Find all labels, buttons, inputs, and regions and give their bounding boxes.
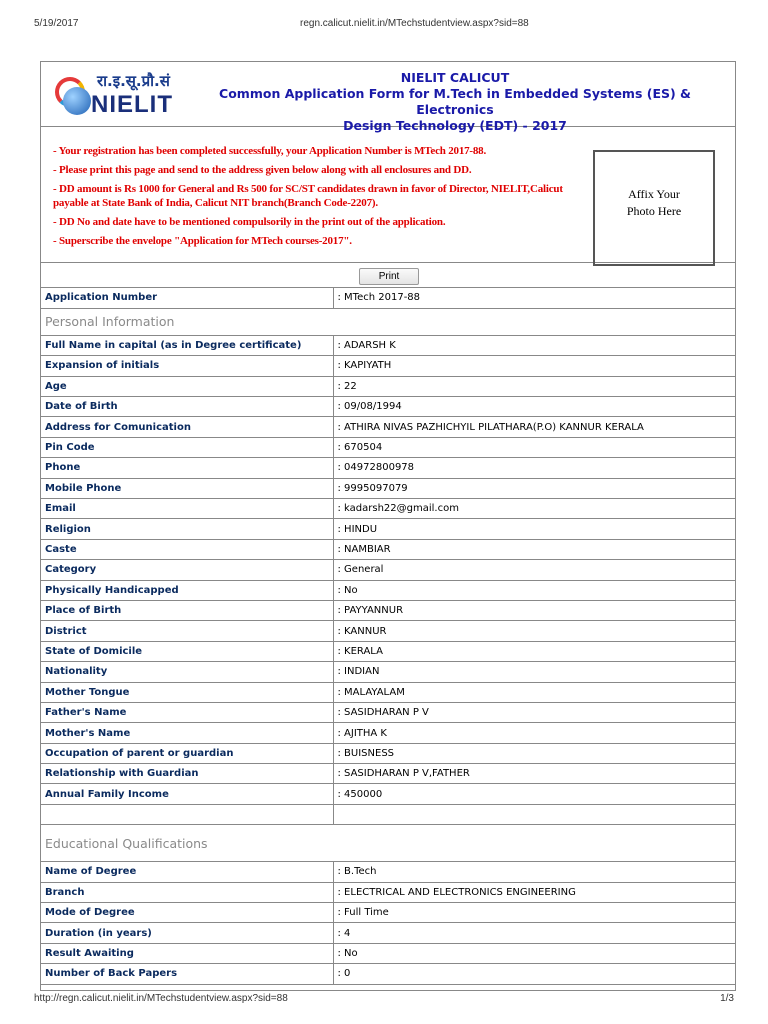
table-row: [41, 682, 736, 702]
table-row: [41, 519, 736, 539]
field-label: Nationality: [41, 662, 333, 682]
field-value: : NAMBIAR: [333, 539, 736, 559]
field-label: Father's Name: [41, 702, 333, 722]
section-personal-heading: Personal Information: [41, 308, 736, 335]
photo-placeholder: [593, 150, 715, 266]
section-row: [41, 825, 736, 862]
field-value: : INDIAN: [333, 662, 736, 682]
print-date: 5/19/2017: [34, 18, 79, 29]
field-label: Result Awaiting: [41, 943, 333, 963]
field-label: Annual Family Income: [41, 784, 333, 804]
instructions-panel: [41, 127, 735, 282]
field-value: : 04972800978: [333, 458, 736, 478]
field-label: Duration (in years): [41, 923, 333, 943]
field-label: Expansion of initials: [41, 356, 333, 376]
table-row: [41, 964, 736, 984]
field-value: : No: [333, 943, 736, 963]
field-value: : General: [333, 560, 736, 580]
field-label: Branch: [41, 882, 333, 902]
print-url: regn.calicut.nielit.in/MTechstudentview.aspx?sid=88: [300, 18, 529, 29]
blank-cell: [333, 804, 736, 824]
field-label: Occupation of parent or guardian: [41, 743, 333, 763]
table-row: [41, 903, 736, 923]
table-row: [41, 743, 736, 763]
field-label: Relationship with Guardian: [41, 764, 333, 784]
field-label: Religion: [41, 519, 333, 539]
title-line-1: NIELIT CALICUT: [400, 70, 510, 85]
blank-row: [41, 804, 736, 824]
photo-text-2: Photo Here: [626, 204, 682, 218]
table-row: [41, 662, 736, 682]
logo-brand-text: NIELIT: [91, 91, 173, 118]
table-row: [41, 437, 736, 457]
field-label: Address for Comunication: [41, 417, 333, 437]
table-row: [41, 621, 736, 641]
field-label: Email: [41, 499, 333, 519]
details-table: [41, 288, 736, 985]
field-value: : BUISNESS: [333, 743, 736, 763]
table-row: [41, 784, 736, 804]
table-row: [41, 376, 736, 396]
photo-text-1: Affix Your: [628, 187, 680, 201]
instruction-item: - Superscribe the envelope "Application for MTech courses-2017".: [53, 235, 352, 247]
field-value: : 22: [333, 376, 736, 396]
instruction-item: - DD No and date have to be mentioned compulsorily in the print out of the application.: [53, 216, 446, 228]
table-row: [41, 397, 736, 417]
field-label: Full Name in capital (as in Degree certificate): [41, 335, 333, 355]
field-value: : ELECTRICAL AND ELECTRONICS ENGINEERING: [333, 882, 736, 902]
field-value: : HINDU: [333, 519, 736, 539]
section-row: [41, 308, 736, 335]
field-label: Physically Handicapped: [41, 580, 333, 600]
field-value: : 4: [333, 923, 736, 943]
application-number-label: Application Number: [41, 288, 333, 308]
field-value: : No: [333, 580, 736, 600]
table-row: [41, 702, 736, 722]
table-row: [41, 539, 736, 559]
field-value: : 450000: [333, 784, 736, 804]
field-value: : KAPIYATH: [333, 356, 736, 376]
table-row: [41, 943, 736, 963]
field-value: : MALAYALAM: [333, 682, 736, 702]
table-row: [41, 923, 736, 943]
title-line-3: Design Technology (EDT) - 2017: [343, 118, 567, 133]
logo-globe-icon: [63, 87, 91, 115]
field-value: : ADARSH K: [333, 335, 736, 355]
instruction-item: - Please print this page and send to the address given below along with all enclosures and DD.: [53, 164, 472, 176]
instructions-list: [53, 144, 593, 253]
table-row: [41, 600, 736, 620]
table-row: [41, 335, 736, 355]
field-label: Date of Birth: [41, 397, 333, 417]
footer-url: http://regn.calicut.nielit.in/MTechstudentview.aspx?sid=88: [34, 993, 288, 1004]
table-row: [41, 882, 736, 902]
table-row: [41, 478, 736, 498]
field-label: Pin Code: [41, 437, 333, 457]
print-header: [0, 18, 768, 32]
field-value: : 9995097079: [333, 478, 736, 498]
field-label: Category: [41, 560, 333, 580]
field-value: : ATHIRA NIVAS PAZHICHYIL PILATHARA(P.O) KANNUR KERALA: [333, 417, 736, 437]
table-row: [41, 499, 736, 519]
field-value: : Full Time: [333, 903, 736, 923]
field-label: Mother's Name: [41, 723, 333, 743]
table-row: [41, 862, 736, 882]
field-label: State of Domicile: [41, 641, 333, 661]
logo-hindi-text: रा.इ.सू.प्रौ.सं: [97, 72, 170, 90]
field-value: : AJITHA K: [333, 723, 736, 743]
blank-cell: [41, 804, 333, 824]
field-label: Age: [41, 376, 333, 396]
print-button[interactable]: Print: [359, 268, 419, 285]
table-row: [41, 560, 736, 580]
table-row: [41, 641, 736, 661]
field-value: : 670504: [333, 437, 736, 457]
field-label: Mode of Degree: [41, 903, 333, 923]
field-value: : 0: [333, 964, 736, 984]
page-number: 1/3: [720, 993, 734, 1004]
field-value: : 09/08/1994: [333, 397, 736, 417]
table-row: [41, 417, 736, 437]
table-row: [41, 458, 736, 478]
field-value: : B.Tech: [333, 862, 736, 882]
instruction-item: - DD amount is Rs 1000 for General and Rs 500 for SC/ST candidates drawn in favor of Director, NIELIT,Calicut payable at State Bank of India, Calicut NIT branch(Branch Code-2207).: [53, 183, 563, 209]
field-label: Place of Birth: [41, 600, 333, 620]
field-value: : PAYYANNUR: [333, 600, 736, 620]
title-line-2: Common Application Form for M.Tech in Embedded Systems (ES) & Electronics: [219, 86, 691, 117]
section-education-heading: Educational Qualifications: [41, 825, 736, 862]
form-header: [41, 62, 735, 133]
application-form: [40, 61, 736, 991]
field-label: Number of Back Papers: [41, 964, 333, 984]
field-value: : SASIDHARAN P V: [333, 702, 736, 722]
field-label: Mother Tongue: [41, 682, 333, 702]
application-number-value: : MTech 2017-88: [333, 288, 736, 308]
field-value: : SASIDHARAN P V,FATHER: [333, 764, 736, 784]
table-row: [41, 764, 736, 784]
print-footer: [0, 993, 768, 1007]
field-label: Caste: [41, 539, 333, 559]
field-value: : KANNUR: [333, 621, 736, 641]
table-row: [41, 356, 736, 376]
field-label: Phone: [41, 458, 333, 478]
instruction-item: - Your registration has been completed successfully, your Application Number is MTech 2017-88.: [53, 145, 487, 157]
field-value: : KERALA: [333, 641, 736, 661]
form-title: [181, 70, 729, 134]
table-row: [41, 580, 736, 600]
nielit-logo: [51, 67, 181, 123]
table-row: [41, 723, 736, 743]
field-value: : kadarsh22@gmail.com: [333, 499, 736, 519]
field-label: District: [41, 621, 333, 641]
field-label: Name of Degree: [41, 862, 333, 882]
table-row: [41, 288, 736, 308]
field-label: Mobile Phone: [41, 478, 333, 498]
